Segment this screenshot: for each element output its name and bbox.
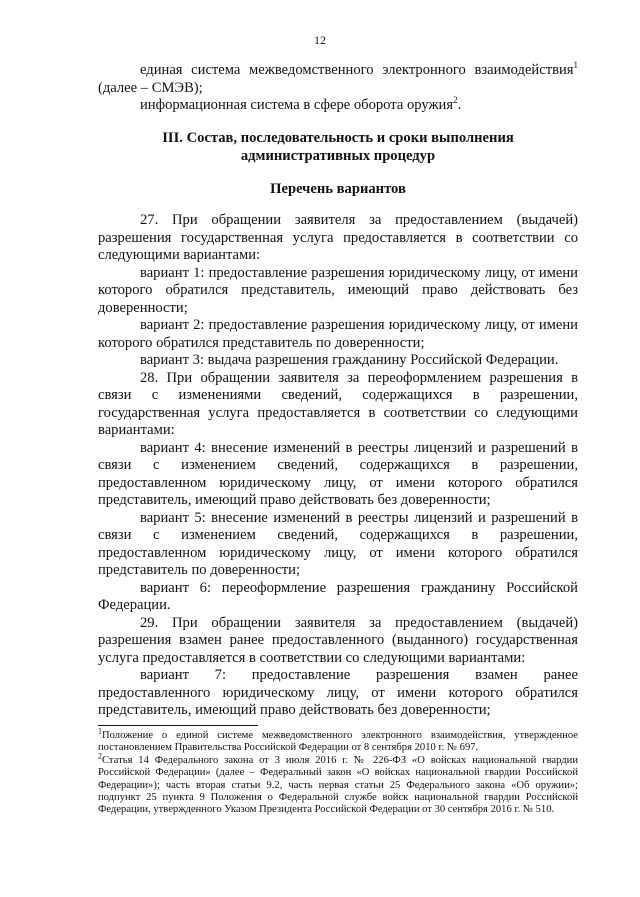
paragraph-29: 29. При обращении заявителя за предоставлением (выдачей) разрешения взамен ранее предоставленного (выданного) государственная услуга предоставляется в соответствии со следующими вариантами: bbox=[98, 614, 578, 666]
footnote-ref-1[interactable]: 1 bbox=[573, 60, 578, 71]
variant-1: вариант 1: предоставление разрешения юридическому лицу, от имени которого обратился представитель, имеющий право действовать без доверенности; bbox=[98, 264, 578, 316]
paragraph-smev bbox=[98, 62, 578, 97]
paragraph-27: 27. При обращении заявителя за предоставлением (выдачей) разрешения государственная услуга предоставляется в соответствии со следующими вариантами: bbox=[98, 212, 578, 263]
variant-6: вариант 6: переоформление разрешения гражданину Российской Федерации. bbox=[98, 579, 578, 613]
variant-5: вариант 5: внесение изменений в реестры лицензий и разрешений в связи с изменением сведений, содержащихся в разрешении, предоставленном юридическому лицу, от имени которого обратился представитель по доверенности; bbox=[98, 509, 578, 578]
variant-2: вариант 2: предоставление разрешения юридическому лицу, от имени которого обратился представитель по доверенности; bbox=[98, 317, 578, 351]
paragraph-28: 28. При обращении заявителя за переоформлением разрешения в связи с изменениями сведений, содержащихся в разрешении, государственная услуга предоставляется в соответствии со следующими вариантами: bbox=[98, 369, 578, 438]
footnote-text: Статья 14 Федерального закона от 3 июля 2016 г. № 226-ФЗ «О войсках национальной гвардии Российской Федерации» (далее – Федеральный закон «О войсках национальной гвардии Российской Федерации»); часть вторая статьи 9.2, часть первая статьи 25 Федерального закона «Об оружии»; подпункт 25 пункта 9 Положения о Федеральной службе войск национальной гвардии Российской Федерации, утвержденного Указом Президента Российской Федерации от 30 сентября 2016 г. № 510. bbox=[98, 754, 578, 816]
paragraph-text: информационная система в сфере оборота оружия bbox=[140, 97, 454, 113]
variant-4: вариант 4: внесение изменений в реестры лицензий и разрешений в связи с изменением сведений, содержащихся в разрешении, предоставленном юридическому лицу, от имени которого обратился представитель, имеющий право действовать без доверенности; bbox=[98, 439, 578, 508]
footnote-divider bbox=[98, 725, 258, 726]
variant-3: вариант 3: выдача разрешения гражданину Российской Федерации. bbox=[140, 352, 559, 368]
section-heading: III. Состав, последовательность и сроки выполнения административных процедур bbox=[162, 129, 514, 164]
footnote-mark: 2 bbox=[98, 751, 102, 761]
variant-7: вариант 7: предоставление разрешения взамен ранее предоставленного юридическому лицу, от имени которого обратился представитель, имеющий право действовать без доверенности; bbox=[98, 667, 578, 718]
paragraph-text: . bbox=[457, 97, 462, 113]
paragraph-text: (далее – СМЭВ); bbox=[98, 79, 203, 96]
footnote-2 bbox=[98, 751, 578, 817]
footnote-1 bbox=[98, 726, 578, 755]
paragraph-weapons-system bbox=[98, 97, 578, 115]
footnotes bbox=[98, 726, 578, 817]
footnote-text: Положение о единой системе межведомственного электронного взаимодействия, утвержденное постановлением Правительства Российской Федерации от 8 сентября 2010 г. № 697. bbox=[98, 730, 578, 754]
document-body bbox=[98, 62, 578, 720]
page-number: 12 bbox=[314, 33, 326, 47]
footnote-mark: 1 bbox=[98, 726, 102, 736]
footnote-ref-2[interactable]: 2 bbox=[453, 95, 458, 106]
paragraph-text: единая система межведомственного электронного взаимодействия bbox=[140, 62, 574, 78]
subsection-heading: Перечень вариантов bbox=[270, 180, 406, 197]
